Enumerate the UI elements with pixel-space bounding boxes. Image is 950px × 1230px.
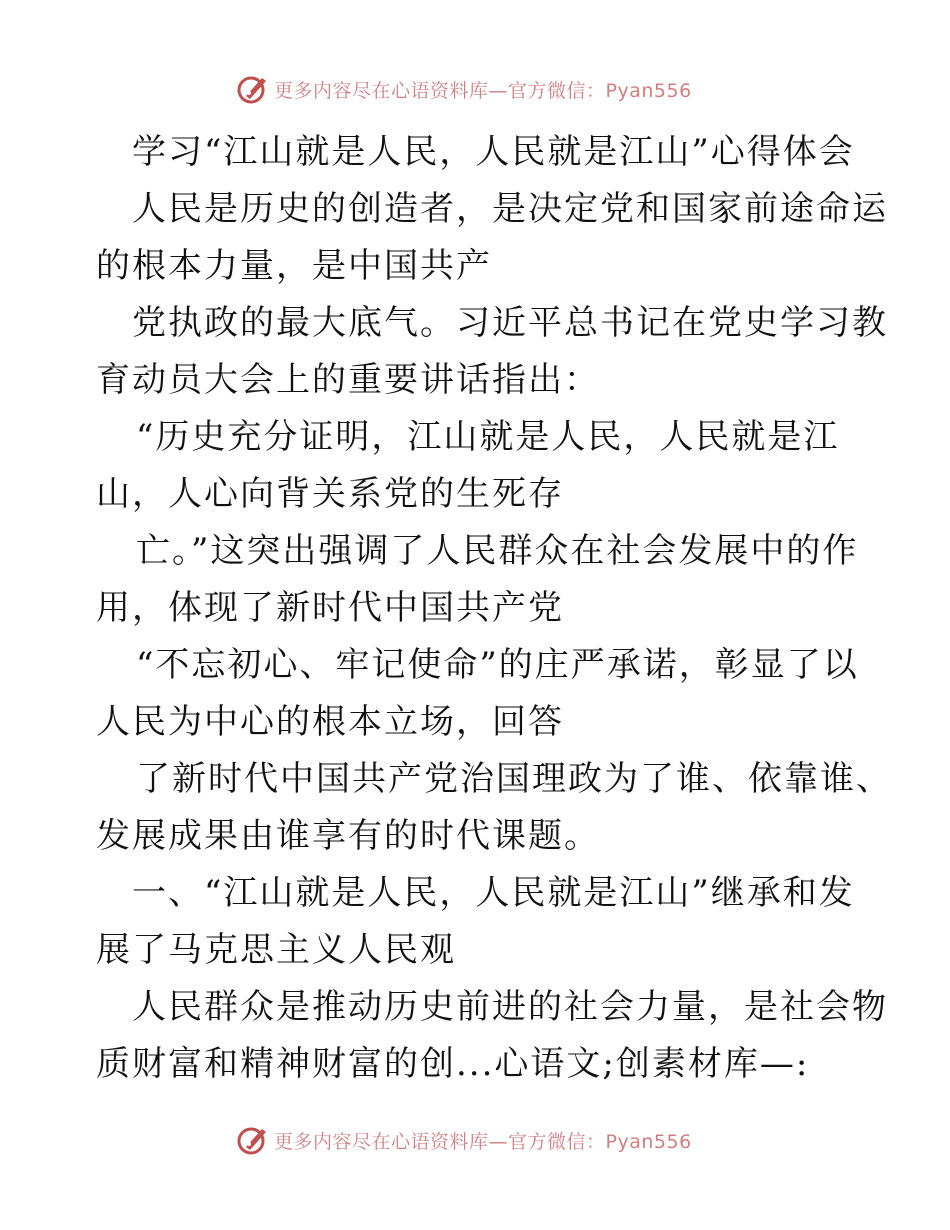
- pen-logo-icon: [236, 72, 270, 106]
- text-line: 人民是历史的创造者，是决定党和国家前途命运: [132, 189, 888, 229]
- text-line: 人民为中心的根本立场，回答: [96, 702, 564, 742]
- text-line: 人民群众是推动历史前进的社会力量，是社会物: [132, 987, 888, 1027]
- text-line: 的根本力量，是中国共产: [96, 246, 492, 286]
- text-line: 发展成果由谁享有的时代课题。: [96, 816, 600, 856]
- text-line: 了新时代中国共产党治国理政为了谁、依靠谁、: [136, 759, 892, 799]
- document-body: [96, 124, 892, 1093]
- footer-banner: [236, 1123, 692, 1157]
- section-heading: 展了马克思主义人民观: [96, 930, 456, 970]
- text-line: 用，体现了新时代中国共产党: [96, 588, 564, 628]
- text-line: 质财富和精神财富的创...心语文;创素材库—:: [96, 1044, 810, 1084]
- document-title: 学习“江山就是人民，人民就是江山”心得体会: [132, 132, 855, 172]
- text-line: “不忘初心、牢记使命”的庄严承诺，彰显了以: [136, 645, 859, 685]
- section-heading: 一、“江山就是人民，人民就是江山”继承和发: [132, 873, 855, 913]
- text-line: 山，人心向背关系党的生死存: [96, 474, 564, 514]
- text-line: 党执政的最大底气。习近平总书记在党史学习教: [132, 303, 888, 343]
- header-banner: [236, 72, 692, 106]
- text-line: 育动员大会上的重要讲话指出：: [96, 360, 600, 400]
- pen-logo-icon: [236, 1123, 270, 1157]
- footer-banner-text: 更多内容尽在心语资料库—官方微信：Pyan556: [274, 1130, 692, 1153]
- header-banner-text: 更多内容尽在心语资料库—官方微信：Pyan556: [274, 79, 692, 102]
- text-line: “历史充分证明，江山就是人民，人民就是江: [136, 417, 840, 457]
- text-line: 亡。”这突出强调了人民群众在社会发展中的作: [136, 531, 859, 571]
